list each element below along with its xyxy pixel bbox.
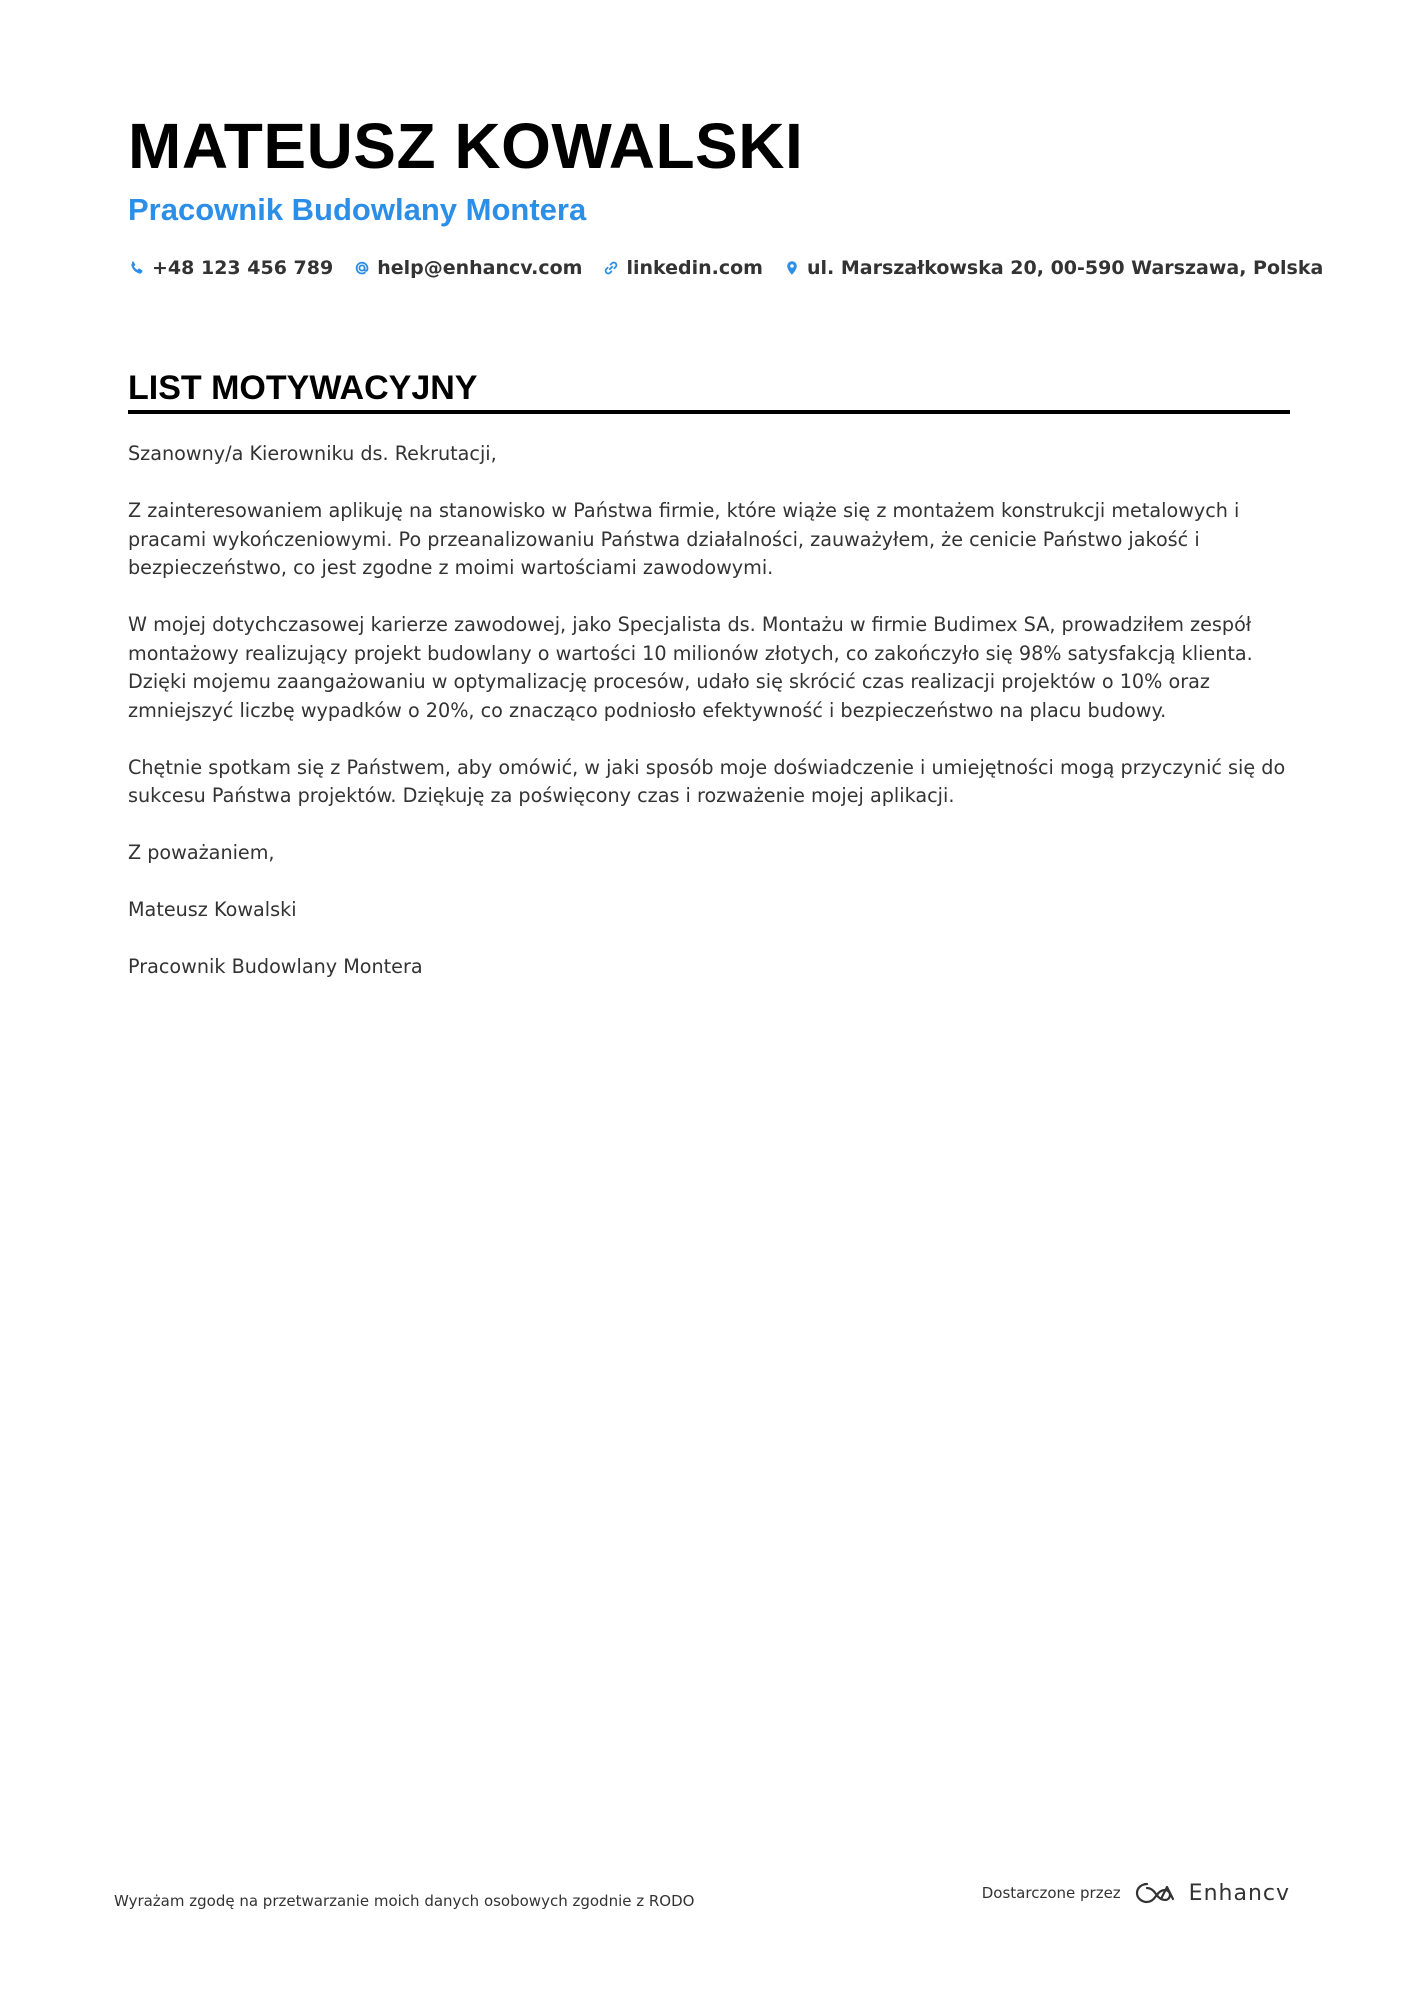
letter-closing: Z poważaniem, — [128, 841, 275, 864]
contact-phone[interactable] — [128, 257, 333, 279]
section-divider — [128, 410, 1290, 414]
at-icon — [353, 259, 371, 277]
gdpr-consent: Wyrażam zgodę na przetwarzanie moich danych osobowych zgodnie z RODO — [114, 1892, 695, 1910]
contact-address-text: ul. Marszałkowska 20, 00-590 Warszawa, Polska — [806, 257, 1324, 279]
provided-by-label: Dostarczone przez — [981, 1884, 1121, 1902]
letter-salutation: Szanowny/a Kierowniku ds. Rekrutacji, — [128, 442, 497, 465]
signature-role: Pracownik Budowlany Montera — [128, 955, 423, 978]
contact-bar — [128, 253, 1343, 283]
candidate-role: Pracownik Budowlany Montera — [128, 192, 587, 227]
letter-body — [128, 440, 1290, 1010]
signature-name: Mateusz Kowalski — [128, 898, 297, 921]
phone-icon — [128, 259, 146, 277]
contact-address — [783, 257, 1323, 279]
section-title: LIST MOTYWACYJNY — [128, 369, 478, 407]
contact-email-text: help@enhancv.com — [377, 257, 583, 279]
contact-phone-text: +48 123 456 789 — [152, 257, 334, 279]
enhancv-brand: Enhancv — [1188, 1880, 1290, 1906]
provided-by[interactable] — [982, 1880, 1290, 1906]
location-pin-icon — [783, 259, 801, 277]
letter-paragraph: Z zainteresowaniem aplikuję na stanowisko w Państwa firmie, które wiąże się z montażem konstrukcji metalowych i pracami wykończeniowymi. Po przeanalizowaniu Państwa działalności, zauważyłem, że cenicie Państwo jakość i bezpieczeństwo, co jest zgodne z moimi wartościami zawodowymi. — [128, 499, 1240, 579]
letter-paragraph: Chętnie spotkam się z Państwem, aby omówić, w jaki sposób moje doświadczenie i umiejętności mogą przyczynić się do sukcesu Państwa projektów. Dziękuję za poświęcony czas i rozważenie mojej aplikacji. — [128, 755, 1286, 807]
enhancv-logo-icon — [1133, 1880, 1179, 1906]
candidate-name: MATEUSZ KOWALSKI — [128, 110, 804, 182]
link-icon — [602, 259, 620, 277]
letter-paragraph: W mojej dotychczasowej karierze zawodowej, jako Specjalista ds. Montażu w firmie Budimex SA, prowadziłem zespół montażowy realizujący projekt budowlany o wartości 10 milionów złotych, co zakończyło się 98% satysfakcją klienta. Dzięki mojemu zaangażowaniu w optymalizację procesów, udało się skrócić czas realizacji projektów o 10% oraz zmniejszyć liczbę wypadków o 20%, co znacząco podniosło efektywność i bezpieczeństwo na placu budowy. — [128, 613, 1253, 722]
contact-email[interactable] — [353, 257, 582, 279]
contact-linkedin-text: linkedin.com — [626, 257, 763, 279]
contact-linkedin[interactable] — [602, 257, 763, 279]
